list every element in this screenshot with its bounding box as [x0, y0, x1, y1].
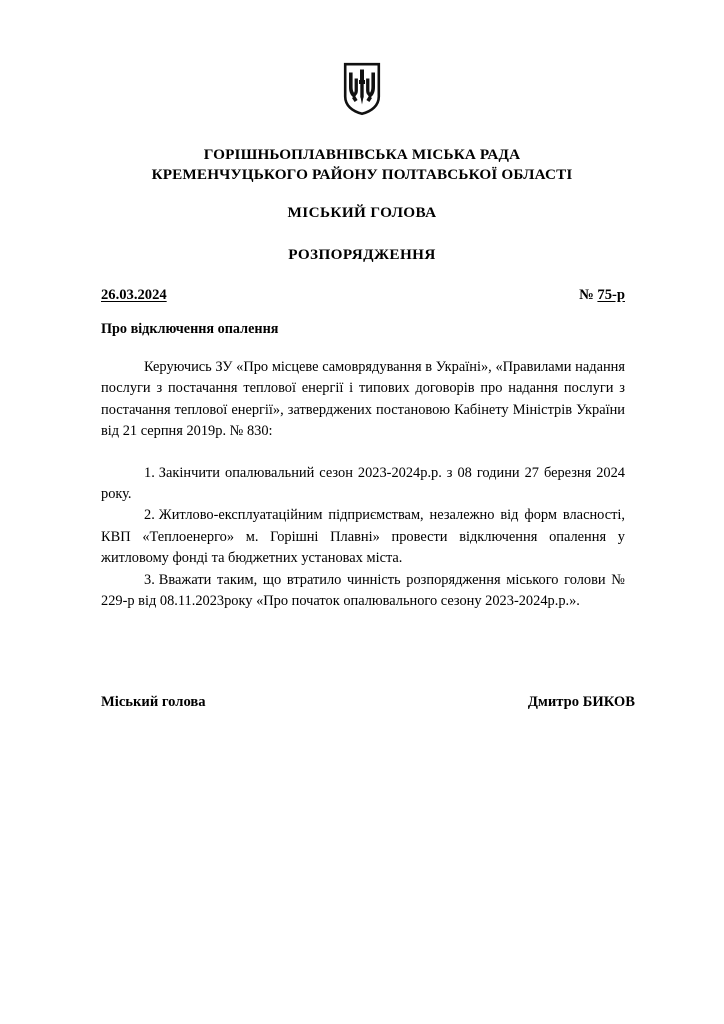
ordered-items-list	[101, 463, 625, 613]
signature-block	[101, 692, 635, 712]
number-sign-label: №	[579, 287, 594, 303]
list-item-number: 2.	[144, 507, 155, 524]
document-number	[579, 286, 625, 305]
list-item-text: Вважати таким, що втратило чинність розпорядження міського голови № 229-р від 08.11.2023року «Про початок опалювального сезону 2023-2024р.р.».	[101, 571, 625, 610]
list-item	[101, 570, 625, 613]
document-date: 26.03.2024	[101, 287, 167, 303]
organisation-header	[60, 145, 664, 185]
organisation-line-2: КРЕМЕНЧУЦЬКОГО РАЙОНУ ПОЛТАВСЬКОЇ ОБЛАСТІ	[151, 166, 573, 183]
office-title: МІСЬКИЙ ГОЛОВА	[287, 204, 437, 221]
paragraph-spacer	[101, 443, 625, 463]
document-body	[101, 357, 625, 612]
coat-of-arms-container	[0, 62, 724, 116]
ukraine-trident-coat-of-arms-icon	[343, 62, 381, 116]
signatory-name: Дмитро БИКОВ	[527, 694, 635, 710]
organisation-line-1: ГОРІШНЬОПЛАВНІВСЬКА МІСЬКА РАДА	[203, 146, 521, 163]
signatory-position: Міський голова	[101, 694, 206, 710]
document-kind-title: РОЗПОРЯДЖЕННЯ	[288, 246, 436, 263]
list-item-number: 3.	[144, 571, 155, 588]
list-item-text: Житлово-експлуатаційним підприємствам, незалежно від форм власності, КВП «Теплоенерго» м. Горішні Плавні» провести відключення опалення у житловому фонді та бюджетних установах міста.	[101, 507, 625, 567]
list-item-number: 1.	[144, 464, 155, 481]
list-item	[101, 463, 625, 506]
list-item	[101, 505, 625, 569]
document-meta-row	[101, 286, 625, 305]
number-value: 75-р	[597, 287, 625, 303]
preamble-paragraph: Керуючись ЗУ «Про місцеве самоврядування в Україні», «Правилами надання послуги з постачання теплової енергії і типових договорів про надання послуги з постачання теплової енергії», затверджених постановою Кабінету Міністрів України від 21 серпня 2019р. № 830:	[101, 359, 625, 440]
document-subject: Про відключення опалення	[101, 321, 279, 337]
list-item-text: Закінчити опалювальний сезон 2023-2024р.р. з 08 години 27 березня 2024 року.	[101, 464, 625, 503]
